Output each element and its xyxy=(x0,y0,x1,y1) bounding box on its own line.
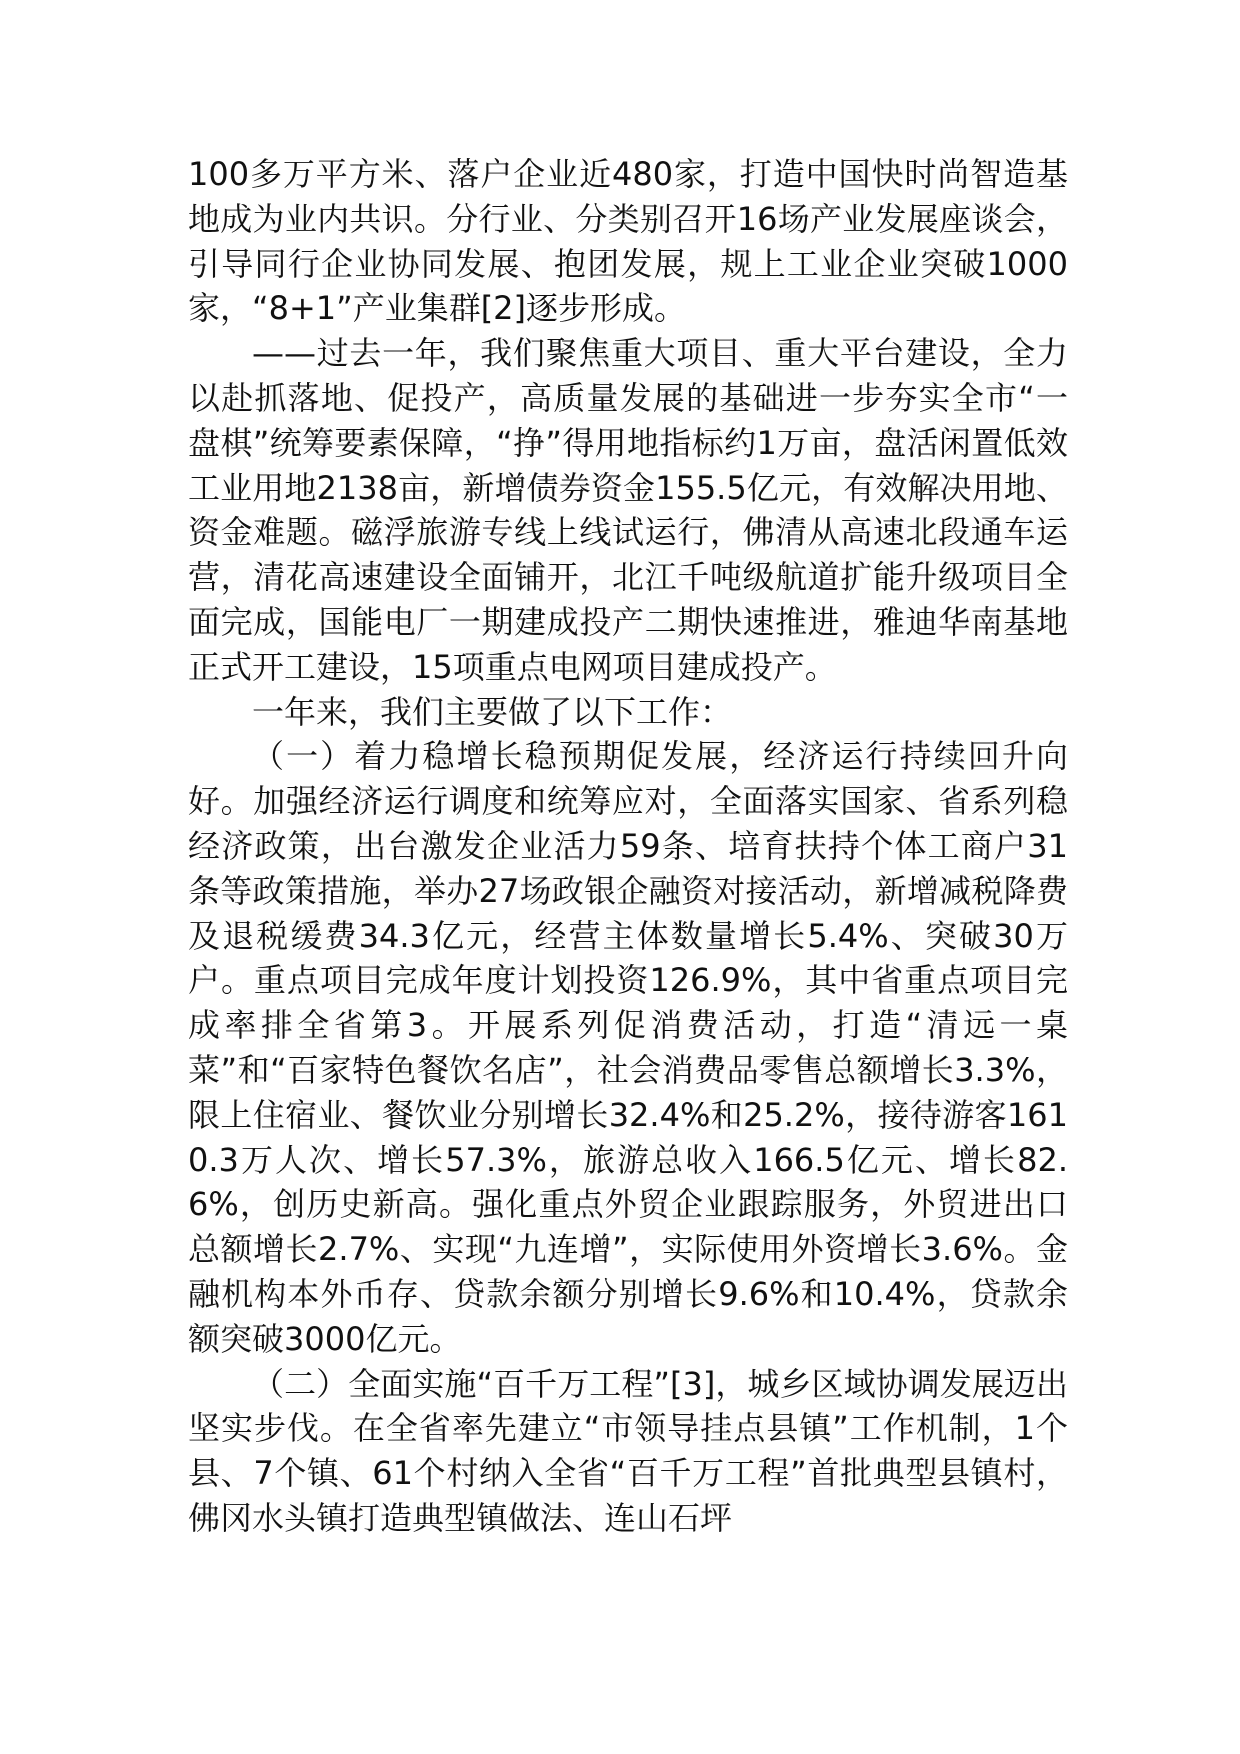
paragraph-section-two: （二）全面实施“百千万工程”[3]，城乡区域协调发展迈出坚实步伐。在全省率先建立“市领导挂点县镇”工作机制，1个县、7个镇、61个村纳入全省“百千万工程”首批典型县镇村，佛冈水头镇打造典型镇做法、连山石坪 xyxy=(188,1364,1068,1537)
paragraph-section-one: （一）着力稳增长稳预期促发展，经济运行持续回升向好。加强经济运行调度和统筹应对，全面落实国家、省系列稳经济政策，出台激发企业活力59条、培育扶持个体工商户31条等政策措施，举办27场政银企融资对接活动，新增减税降费及退税缓费34.3亿元，经营主体数量增长5.4%、突破30万户。重点项目完成年度计划投资126.9%，其中省重点项目完成率排全省第3。开展系列促消费活动，打造“清远一桌菜”和“百家特色餐饮名店”，社会消费品零售总额增长3.3%，限上住宿业、餐饮业分别增长32.4%和25.2%，接待游客1610.3万人次、增长57.3%，旅游总收入166.5亿元、增长82.6%，创历史新高。强化重点外贸企业跟踪服务，外贸进出口总额增长2.7%、实现“九连增”，实际使用外资增长3.6%。金融机构本外币存、贷款余额分别增长9.6%和10.4%，贷款余额突破3000亿元。 xyxy=(188,737,1068,1358)
paragraph-major-projects: ——过去一年，我们聚焦重大项目、重大平台建设，全力以赴抓落地、促投产，高质量发展的基础进一步夯实全市“一盘棋”统筹要素保障，“挣”得用地指标约1万亩，盘活闲置低效工业用地2138亩，新增债券资金155.5亿元，有效解决用地、资金难题。磁浮旅游专线上线试运行，佛清从高速北段通车运营，清花高速建设全面铺开，北江千吨级航道扩能升级项目全面完成，国能电厂一期建成投产二期快速推进，雅迪华南基地正式开工建设，15项重点电网项目建成投产。 xyxy=(188,334,1068,686)
paragraph-continuation: 100多万平方米、落户企业近480家，打造中国快时尚智造基地成为业内共识。分行业、分类别召开16场产业发展座谈会，引导同行企业协同发展、抱团发展，规上工业企业突破1000家，“8+1”产业集群[2]逐步形成。 xyxy=(188,155,1068,328)
document-body xyxy=(188,152,1068,1541)
paragraph-work-intro: 一年来，我们主要做了以下工作： xyxy=(252,692,733,731)
